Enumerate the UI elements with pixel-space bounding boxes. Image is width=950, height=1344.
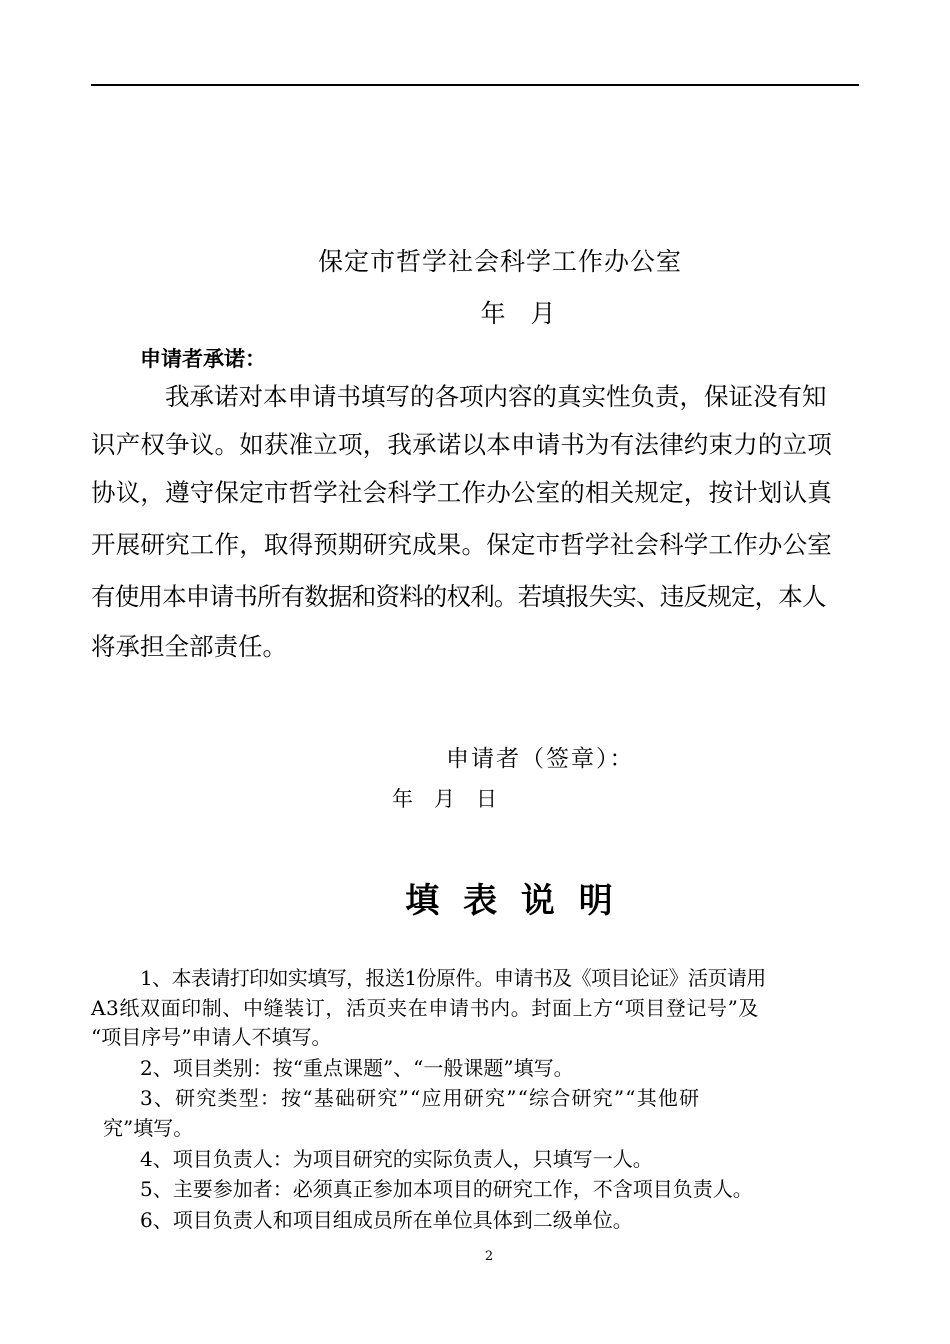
pledge-line: 我承诺对本申请书填写的各项内容的真实性负责，保证没有知: [165, 382, 827, 411]
signature-label: 申请者（签章）：: [446, 746, 635, 772]
pledge-line: 有使用本申请书所有数据和资料的权利。若填报失实、违反规定，本人: [91, 582, 826, 611]
pledge-line: 开展研究工作，取得预期研究成果。保定市哲学社会科学工作办公室: [91, 530, 832, 559]
page-number: 2: [484, 1249, 494, 1264]
office-date: 年 月: [480, 299, 556, 328]
header-rule: [91, 84, 859, 86]
guide-line: “项目序号”申请人不填写。: [91, 1025, 332, 1049]
guide-line: 2、项目类别：按“重点课题”、“一般课题”填写。: [140, 1056, 574, 1080]
guide-title: 填 表 说 明: [405, 881, 619, 921]
guide-line: 5、主要参加者：必须真正参加本项目的研究工作，不含项目负责人。: [140, 1177, 753, 1201]
guide-line: 1、本表请打印如实填写，报送1份原件。申请书及《项目论证》活页请用: [140, 966, 766, 990]
pledge-line: 识产权争议。如获准立项，我承诺以本申请书为有法律约束力的立项: [91, 430, 832, 459]
pledge-line: 协议，遵守保定市哲学社会科学工作办公室的相关规定，按计划认真: [91, 478, 832, 507]
guide-line: 6、项目负责人和项目组成员所在单位具体到二级单位。: [140, 1208, 633, 1232]
signature-date: 年 月 日: [392, 787, 497, 811]
guide-line: 3、研究类型：按“基础研究”“应用研究”“综合研究”“其他研: [140, 1086, 701, 1110]
pledge-line: 将承担全部责任。: [91, 632, 287, 661]
office-name: 保定市哲学社会科学工作办公室: [317, 247, 682, 276]
guide-line: 究”填写。: [103, 1116, 194, 1140]
guide-line: 4、项目负责人：为项目研究的实际负责人，只填写一人。: [140, 1147, 653, 1171]
guide-line: A3纸双面印制、中缝装订，活页夹在申请书内。封面上方“项目登记号”及: [91, 996, 760, 1020]
pledge-heading: 申请者承诺：: [140, 347, 266, 371]
